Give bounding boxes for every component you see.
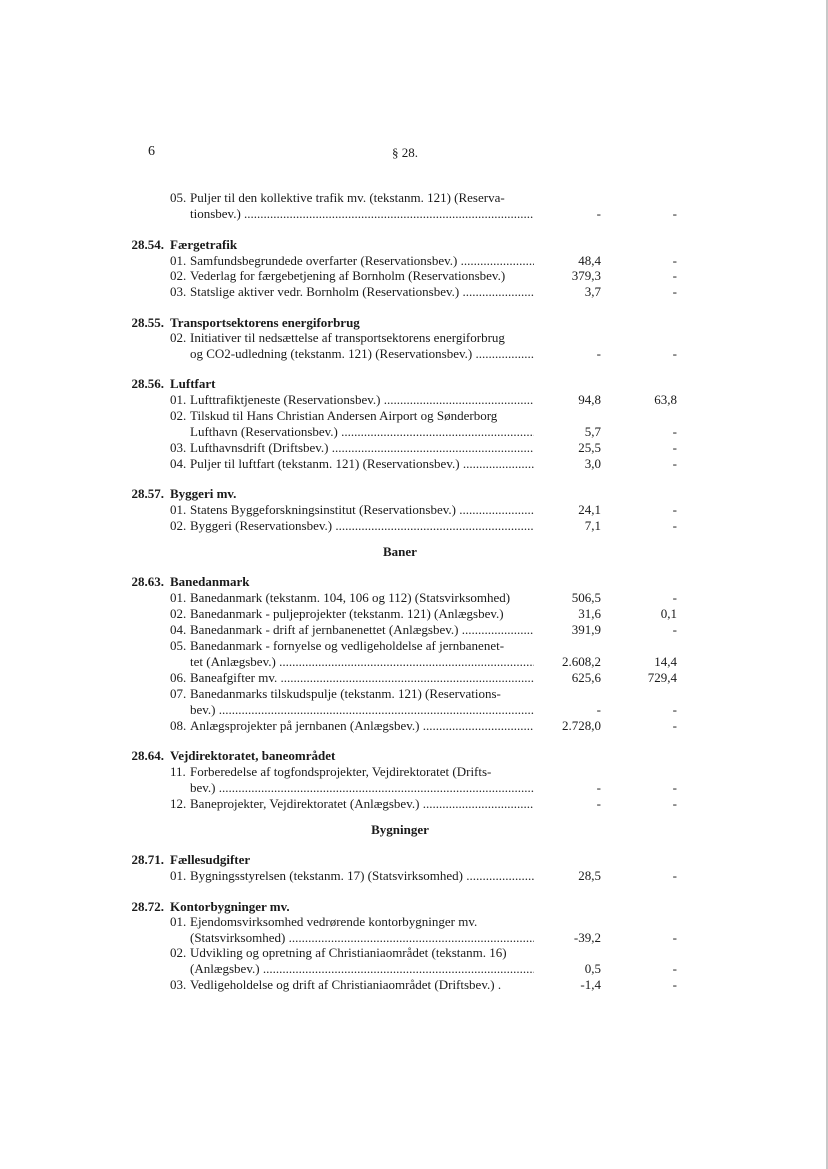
item-text: Forberedelse af togfondsprojekter, Vejdirektoratet (Drifts- bbox=[190, 764, 492, 779]
value-col-1: - bbox=[596, 346, 601, 361]
section-row bbox=[0, 748, 828, 764]
section-code: 28.64. bbox=[131, 748, 164, 763]
value-col-2: - bbox=[672, 977, 677, 992]
value-col-2: 63,8 bbox=[654, 392, 677, 407]
table-row bbox=[0, 622, 828, 638]
value-col-1: - bbox=[596, 780, 601, 795]
table-row bbox=[0, 392, 828, 408]
value-col-2: 0,1 bbox=[660, 606, 677, 621]
value-col-2: - bbox=[672, 518, 677, 533]
value-col-2: - bbox=[672, 718, 677, 733]
value-col-2: - bbox=[672, 424, 677, 439]
section-code: 28.63. bbox=[131, 574, 164, 589]
subheading-row bbox=[0, 822, 828, 838]
section-code: 28.54. bbox=[131, 237, 164, 252]
section-row bbox=[0, 376, 828, 392]
value-col-1: 24,1 bbox=[578, 502, 601, 517]
value-col-1: -39,2 bbox=[573, 930, 601, 945]
table-row bbox=[0, 346, 828, 362]
value-col-2: - bbox=[672, 268, 677, 283]
value-col-1: 31,6 bbox=[578, 606, 601, 621]
item-text: Puljer til den kollektive trafik mv. (tekstanm. 121) (Reserva- bbox=[190, 190, 505, 205]
item-text: Banedanmarks tilskudspulje (tekstanm. 121) (Reservations- bbox=[190, 686, 501, 701]
value-col-2: - bbox=[672, 868, 677, 883]
item-text: Lufttrafiktjeneste (Reservationsbev.) ..... bbox=[190, 392, 534, 408]
item-text: Banedanmark - fornyelse og vedligeholdelse af jernbanenet- bbox=[190, 638, 505, 653]
section-code: 28.72. bbox=[131, 899, 164, 914]
item-text: bev.) ..... bbox=[190, 780, 534, 796]
value-col-2: - bbox=[672, 796, 677, 811]
item-text: Udvikling og opretning af Christianiaområdet (tekstanm. 16) bbox=[190, 945, 507, 960]
value-col-2: - bbox=[672, 930, 677, 945]
value-col-2: - bbox=[672, 702, 677, 717]
value-col-2: 14,4 bbox=[654, 654, 677, 669]
item-number: 01. bbox=[170, 502, 187, 517]
item-number: 01. bbox=[170, 914, 187, 929]
page-number: 6 bbox=[148, 144, 155, 159]
item-text: bev.) ..... bbox=[190, 702, 534, 718]
item-number: 01. bbox=[170, 590, 187, 605]
section-code: 28.56. bbox=[131, 376, 164, 391]
item-text: Lufthavnsdrift (Driftsbev.) ..... bbox=[190, 440, 534, 456]
table-row bbox=[0, 206, 828, 222]
table-row bbox=[0, 638, 828, 654]
item-number: 05. bbox=[170, 190, 187, 205]
group-heading: Bygninger bbox=[371, 822, 429, 837]
table-row bbox=[0, 977, 828, 993]
section-title: Banedanmark bbox=[170, 574, 250, 589]
item-text: Bygningsstyrelsen (tekstanm. 17) (Statsvirksomhed) ..... bbox=[190, 868, 534, 884]
value-col-2: - bbox=[672, 346, 677, 361]
item-number: 01. bbox=[170, 392, 187, 407]
section-title: Transportsektorens energiforbrug bbox=[170, 315, 360, 330]
section-row bbox=[0, 237, 828, 253]
item-text: Tilskud til Hans Christian Andersen Airport og Sønderborg bbox=[190, 408, 498, 423]
value-col-1: 5,7 bbox=[584, 424, 601, 439]
table-row bbox=[0, 408, 828, 424]
item-text: Anlægsprojekter på jernbanen (Anlægsbev.) ..... bbox=[190, 718, 534, 734]
section-row bbox=[0, 486, 828, 502]
value-col-1: 48,4 bbox=[578, 253, 601, 268]
value-col-1: 506,5 bbox=[571, 590, 601, 605]
value-col-1: 3,0 bbox=[584, 456, 601, 471]
item-number: 03. bbox=[170, 440, 187, 455]
value-col-2: - bbox=[672, 456, 677, 471]
item-number: 02. bbox=[170, 330, 187, 345]
item-text: Banedanmark - puljeprojekter (tekstanm. 121) (Anlægsbev.) bbox=[190, 606, 504, 621]
item-text: (Anlægsbev.) ..... bbox=[190, 961, 534, 977]
value-col-2: - bbox=[672, 502, 677, 517]
value-col-1: 391,9 bbox=[571, 622, 601, 637]
table-row bbox=[0, 914, 828, 930]
table-row bbox=[0, 702, 828, 718]
value-col-2: - bbox=[672, 206, 677, 221]
item-text: Baneafgifter mv. ..... bbox=[190, 670, 534, 686]
value-col-2: - bbox=[672, 780, 677, 795]
value-col-1: 28,5 bbox=[578, 868, 601, 883]
item-number: 02. bbox=[170, 606, 187, 621]
value-col-2: - bbox=[672, 284, 677, 299]
item-text: Statens Byggeforskningsinstitut (Reservationsbev.) ..... bbox=[190, 502, 534, 518]
value-col-1: 25,5 bbox=[578, 440, 601, 455]
value-col-1: 2.728,0 bbox=[562, 718, 601, 733]
table-row bbox=[0, 764, 828, 780]
paragraph-heading: § 28. bbox=[392, 145, 418, 160]
item-text: Ejendomsvirksomhed vedrørende kontorbygninger mv. bbox=[190, 914, 478, 929]
value-col-1: 2.608,2 bbox=[562, 654, 601, 669]
item-text: Statslige aktiver vedr. Bornholm (Reservationsbev.) ..... bbox=[190, 284, 534, 300]
value-col-2: - bbox=[672, 253, 677, 268]
subheading-row bbox=[0, 544, 828, 560]
value-col-1: - bbox=[596, 796, 601, 811]
item-text: Initiativer til nedsættelse af transportsektorens energiforbrug bbox=[190, 330, 505, 345]
item-text: (Statsvirksomhed) ..... bbox=[190, 930, 534, 946]
item-number: 12. bbox=[170, 796, 187, 811]
table-row bbox=[0, 284, 828, 300]
item-number: 03. bbox=[170, 977, 187, 992]
item-text: tionsbev.) ..... bbox=[190, 206, 534, 222]
table-row bbox=[0, 930, 828, 946]
table-row bbox=[0, 670, 828, 686]
value-col-1: -1,4 bbox=[580, 977, 601, 992]
value-col-1: 3,7 bbox=[584, 284, 601, 299]
section-title: Luftfart bbox=[170, 376, 216, 391]
section-code: 28.57. bbox=[131, 486, 164, 501]
table-row bbox=[0, 686, 828, 702]
section-title: Vejdirektoratet, baneområdet bbox=[170, 748, 336, 763]
table-row bbox=[0, 253, 828, 269]
item-number: 06. bbox=[170, 670, 187, 685]
section-row bbox=[0, 574, 828, 590]
item-number: 04. bbox=[170, 622, 187, 637]
table-row bbox=[0, 268, 828, 284]
value-col-1: 94,8 bbox=[578, 392, 601, 407]
item-text: og CO2-udledning (tekstanm. 121) (Reservationsbev.) ..... bbox=[190, 346, 534, 362]
table-row bbox=[0, 796, 828, 812]
item-text: Lufthavn (Reservationsbev.) ..... bbox=[190, 424, 534, 440]
section-title: Færgetrafik bbox=[170, 237, 238, 252]
item-text: Baneprojekter, Vejdirektoratet (Anlægsbev.) ..... bbox=[190, 796, 534, 812]
table-row bbox=[0, 330, 828, 346]
item-text: Vederlag for færgebetjening af Bornholm (Reservationsbev.) bbox=[190, 268, 506, 283]
table-row bbox=[0, 440, 828, 456]
table-row bbox=[0, 868, 828, 884]
table-row bbox=[0, 945, 828, 961]
value-col-1: - bbox=[596, 702, 601, 717]
table-row bbox=[0, 502, 828, 518]
table-row bbox=[0, 606, 828, 622]
table-row bbox=[0, 961, 828, 977]
value-col-2: - bbox=[672, 440, 677, 455]
item-number: 02. bbox=[170, 945, 187, 960]
item-number: 01. bbox=[170, 868, 187, 883]
item-number: 07. bbox=[170, 686, 187, 701]
value-col-2: - bbox=[672, 622, 677, 637]
table-row bbox=[0, 424, 828, 440]
section-code: 28.55. bbox=[131, 315, 164, 330]
item-number: 11. bbox=[170, 764, 186, 779]
item-number: 02. bbox=[170, 268, 187, 283]
section-title: Byggeri mv. bbox=[170, 486, 237, 501]
value-col-2: - bbox=[672, 961, 677, 976]
table-row bbox=[0, 456, 828, 472]
value-col-1: 7,1 bbox=[584, 518, 601, 533]
item-number: 03. bbox=[170, 284, 187, 299]
table-row bbox=[0, 518, 828, 534]
section-code: 28.71. bbox=[131, 852, 164, 867]
item-number: 02. bbox=[170, 518, 187, 533]
item-number: 08. bbox=[170, 718, 187, 733]
item-text: Samfundsbegrundede overfarter (Reservationsbev.) ..... bbox=[190, 253, 534, 269]
value-col-2: - bbox=[672, 590, 677, 605]
item-text: Banedanmark (tekstanm. 104, 106 og 112) (Statsvirksomhed) bbox=[190, 590, 511, 605]
item-text: Puljer til luftfart (tekstanm. 121) (Reservationsbev.) ..... bbox=[190, 456, 534, 472]
group-heading: Baner bbox=[383, 544, 417, 559]
section-title: Fællesudgifter bbox=[170, 852, 251, 867]
table-row bbox=[0, 718, 828, 734]
table-row bbox=[0, 780, 828, 796]
value-col-2: 729,4 bbox=[647, 670, 677, 685]
item-number: 02. bbox=[170, 408, 187, 423]
section-row bbox=[0, 899, 828, 915]
table-row bbox=[0, 654, 828, 670]
value-col-1: - bbox=[596, 206, 601, 221]
item-text: tet (Anlægsbev.) ..... bbox=[190, 654, 534, 670]
item-number: 04. bbox=[170, 456, 187, 471]
table-row bbox=[0, 590, 828, 606]
item-number: 05. bbox=[170, 638, 187, 653]
section-row bbox=[0, 852, 828, 868]
table-row bbox=[0, 190, 828, 206]
value-col-1: 0,5 bbox=[584, 961, 601, 976]
item-text: Banedanmark - drift af jernbanenettet (Anlægsbev.) ..... bbox=[190, 622, 534, 638]
section-row bbox=[0, 315, 828, 331]
value-col-1: 379,3 bbox=[571, 268, 601, 283]
item-text: Byggeri (Reservationsbev.) ..... bbox=[190, 518, 534, 534]
item-number: 01. bbox=[170, 253, 187, 268]
section-title: Kontorbygninger mv. bbox=[170, 899, 290, 914]
item-text: Vedligeholdelse og drift af Christianiaområdet (Driftsbev.) . bbox=[190, 977, 502, 992]
value-col-1: 625,6 bbox=[571, 670, 601, 685]
